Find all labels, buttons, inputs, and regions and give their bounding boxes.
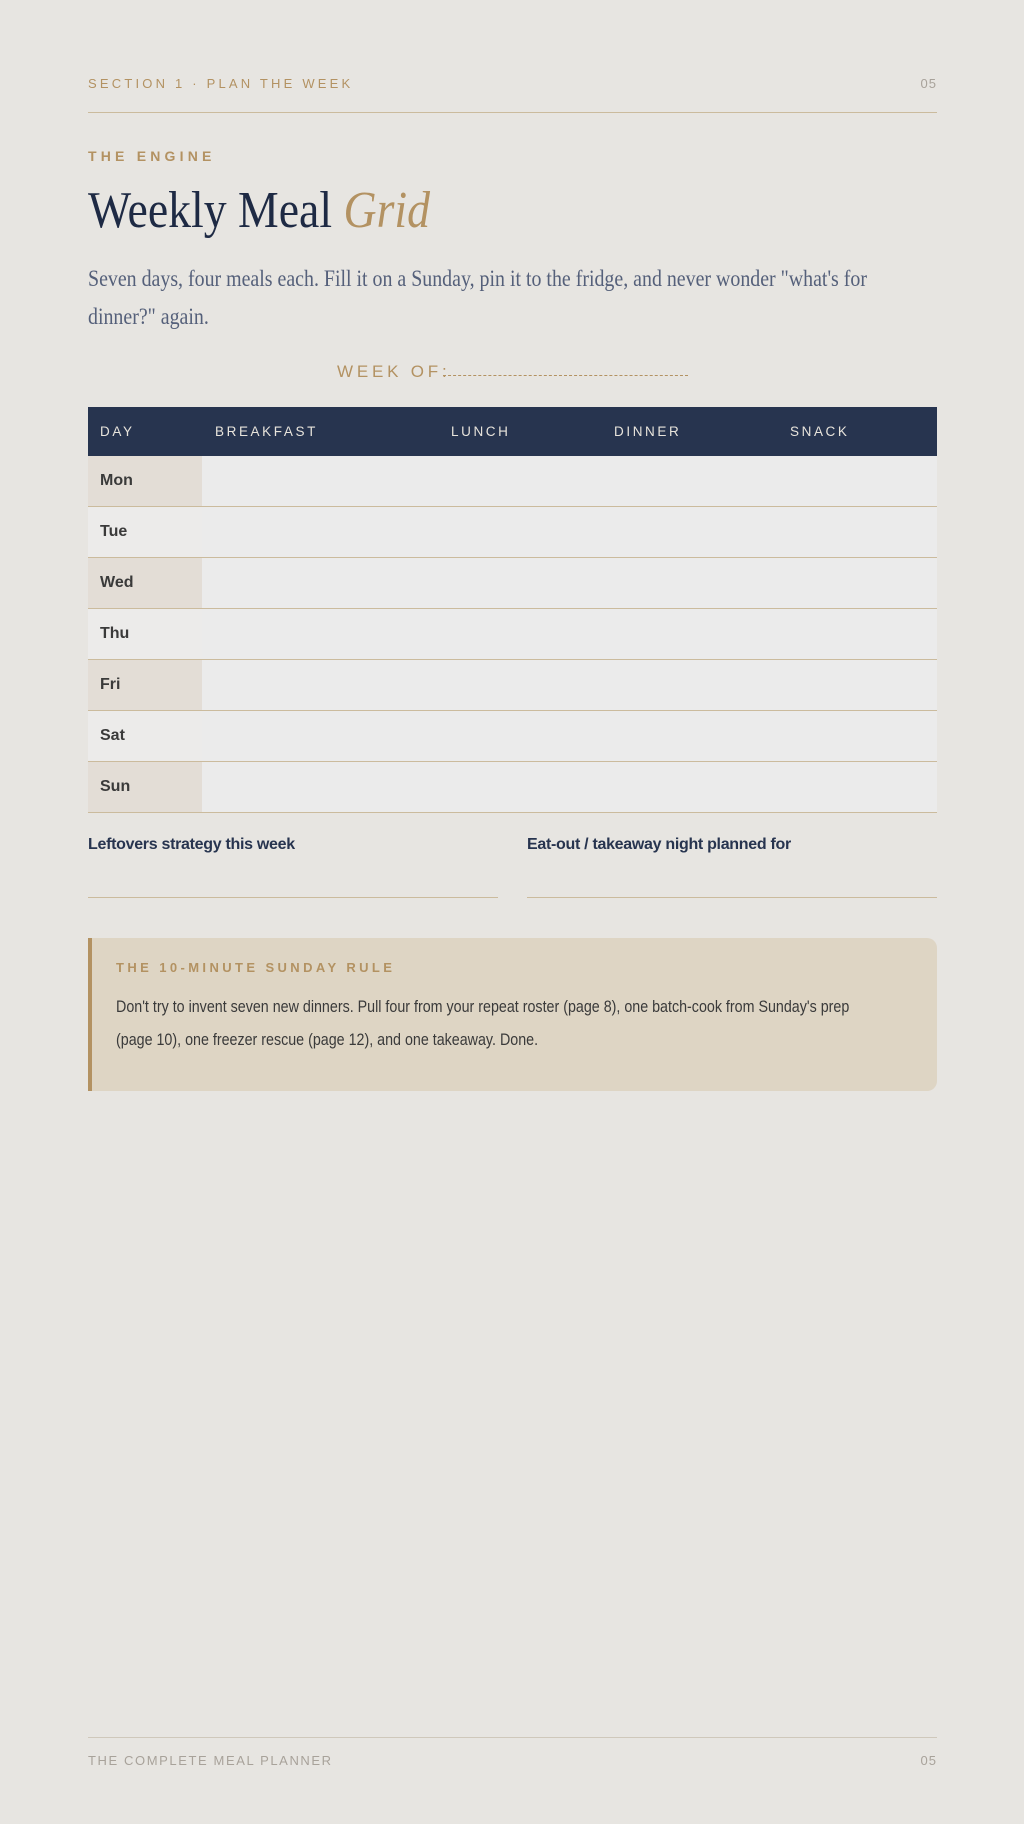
- planner-page: [88, 0, 937, 1824]
- meal-grid-header: [88, 407, 937, 456]
- column-header-lunch: LUNCH: [451, 424, 511, 439]
- table-row: [88, 762, 937, 813]
- sunday-rule-callout: [88, 938, 937, 1091]
- running-head: [88, 76, 937, 96]
- title-accent: Grid: [343, 182, 430, 239]
- meal-cells[interactable]: [202, 558, 937, 608]
- leftovers-note: [88, 836, 498, 854]
- week-of-blank-line[interactable]: [443, 375, 688, 376]
- leftovers-label: Leftovers strategy this week: [88, 836, 295, 853]
- day-cell: Tue: [88, 507, 202, 557]
- page-title: [88, 178, 430, 244]
- table-row: [88, 558, 937, 609]
- day-cell: Sat: [88, 711, 202, 761]
- header-page-number: 05: [920, 76, 937, 91]
- meal-cells[interactable]: [202, 507, 937, 557]
- column-header-dinner: DINNER: [614, 424, 682, 439]
- day-cell: Sun: [88, 762, 202, 812]
- table-row: [88, 609, 937, 660]
- day-cell: Wed: [88, 558, 202, 608]
- table-row: [88, 711, 937, 762]
- table-row: [88, 456, 937, 507]
- footer-page-number: 05: [920, 1753, 937, 1768]
- leftovers-write-line[interactable]: [88, 897, 498, 898]
- week-of-label: WEEK OF:: [337, 362, 451, 381]
- meal-cells[interactable]: [202, 609, 937, 659]
- column-header-breakfast: BREAKFAST: [215, 424, 318, 439]
- week-of-field[interactable]: [337, 362, 451, 386]
- footer-book-title: THE COMPLETE MEAL PLANNER: [88, 1753, 333, 1768]
- table-row: [88, 660, 937, 711]
- eatout-label: Eat-out / takeaway night planned for: [527, 836, 791, 853]
- footer: [88, 1753, 937, 1768]
- column-header-snack: SNACK: [790, 424, 850, 439]
- callout-title: THE 10-MINUTE SUNDAY RULE: [116, 960, 396, 975]
- intro-paragraph: Seven days, four meals each. Fill it on a Sunday, pin it to the fridge, and never wonder "what's for dinner?" again.: [88, 266, 867, 329]
- eatout-note: [527, 836, 937, 854]
- title-main: Weekly Meal: [88, 182, 333, 239]
- day-cell: Thu: [88, 609, 202, 659]
- meal-cells[interactable]: [202, 456, 937, 506]
- table-row: [88, 507, 937, 558]
- meal-cells[interactable]: [202, 762, 937, 812]
- header-divider: [88, 112, 937, 113]
- meal-grid-table: [88, 407, 937, 813]
- meal-cells[interactable]: [202, 660, 937, 710]
- section-label: SECTION 1 · PLAN THE WEEK: [88, 76, 354, 91]
- day-cell: Mon: [88, 456, 202, 506]
- meal-cells[interactable]: [202, 711, 937, 761]
- footer-divider: [88, 1737, 937, 1738]
- eatout-write-line[interactable]: [527, 897, 937, 898]
- eyebrow-label: THE ENGINE: [88, 148, 216, 164]
- callout-body: Don't try to invent seven new dinners. Pull four from your repeat roster (page 8), one batch-cook from Sunday's prep (page 10), one freezer rescue (page 12), and one takeaway. Done.: [116, 997, 850, 1049]
- column-header-day: DAY: [100, 424, 135, 439]
- day-cell: Fri: [88, 660, 202, 710]
